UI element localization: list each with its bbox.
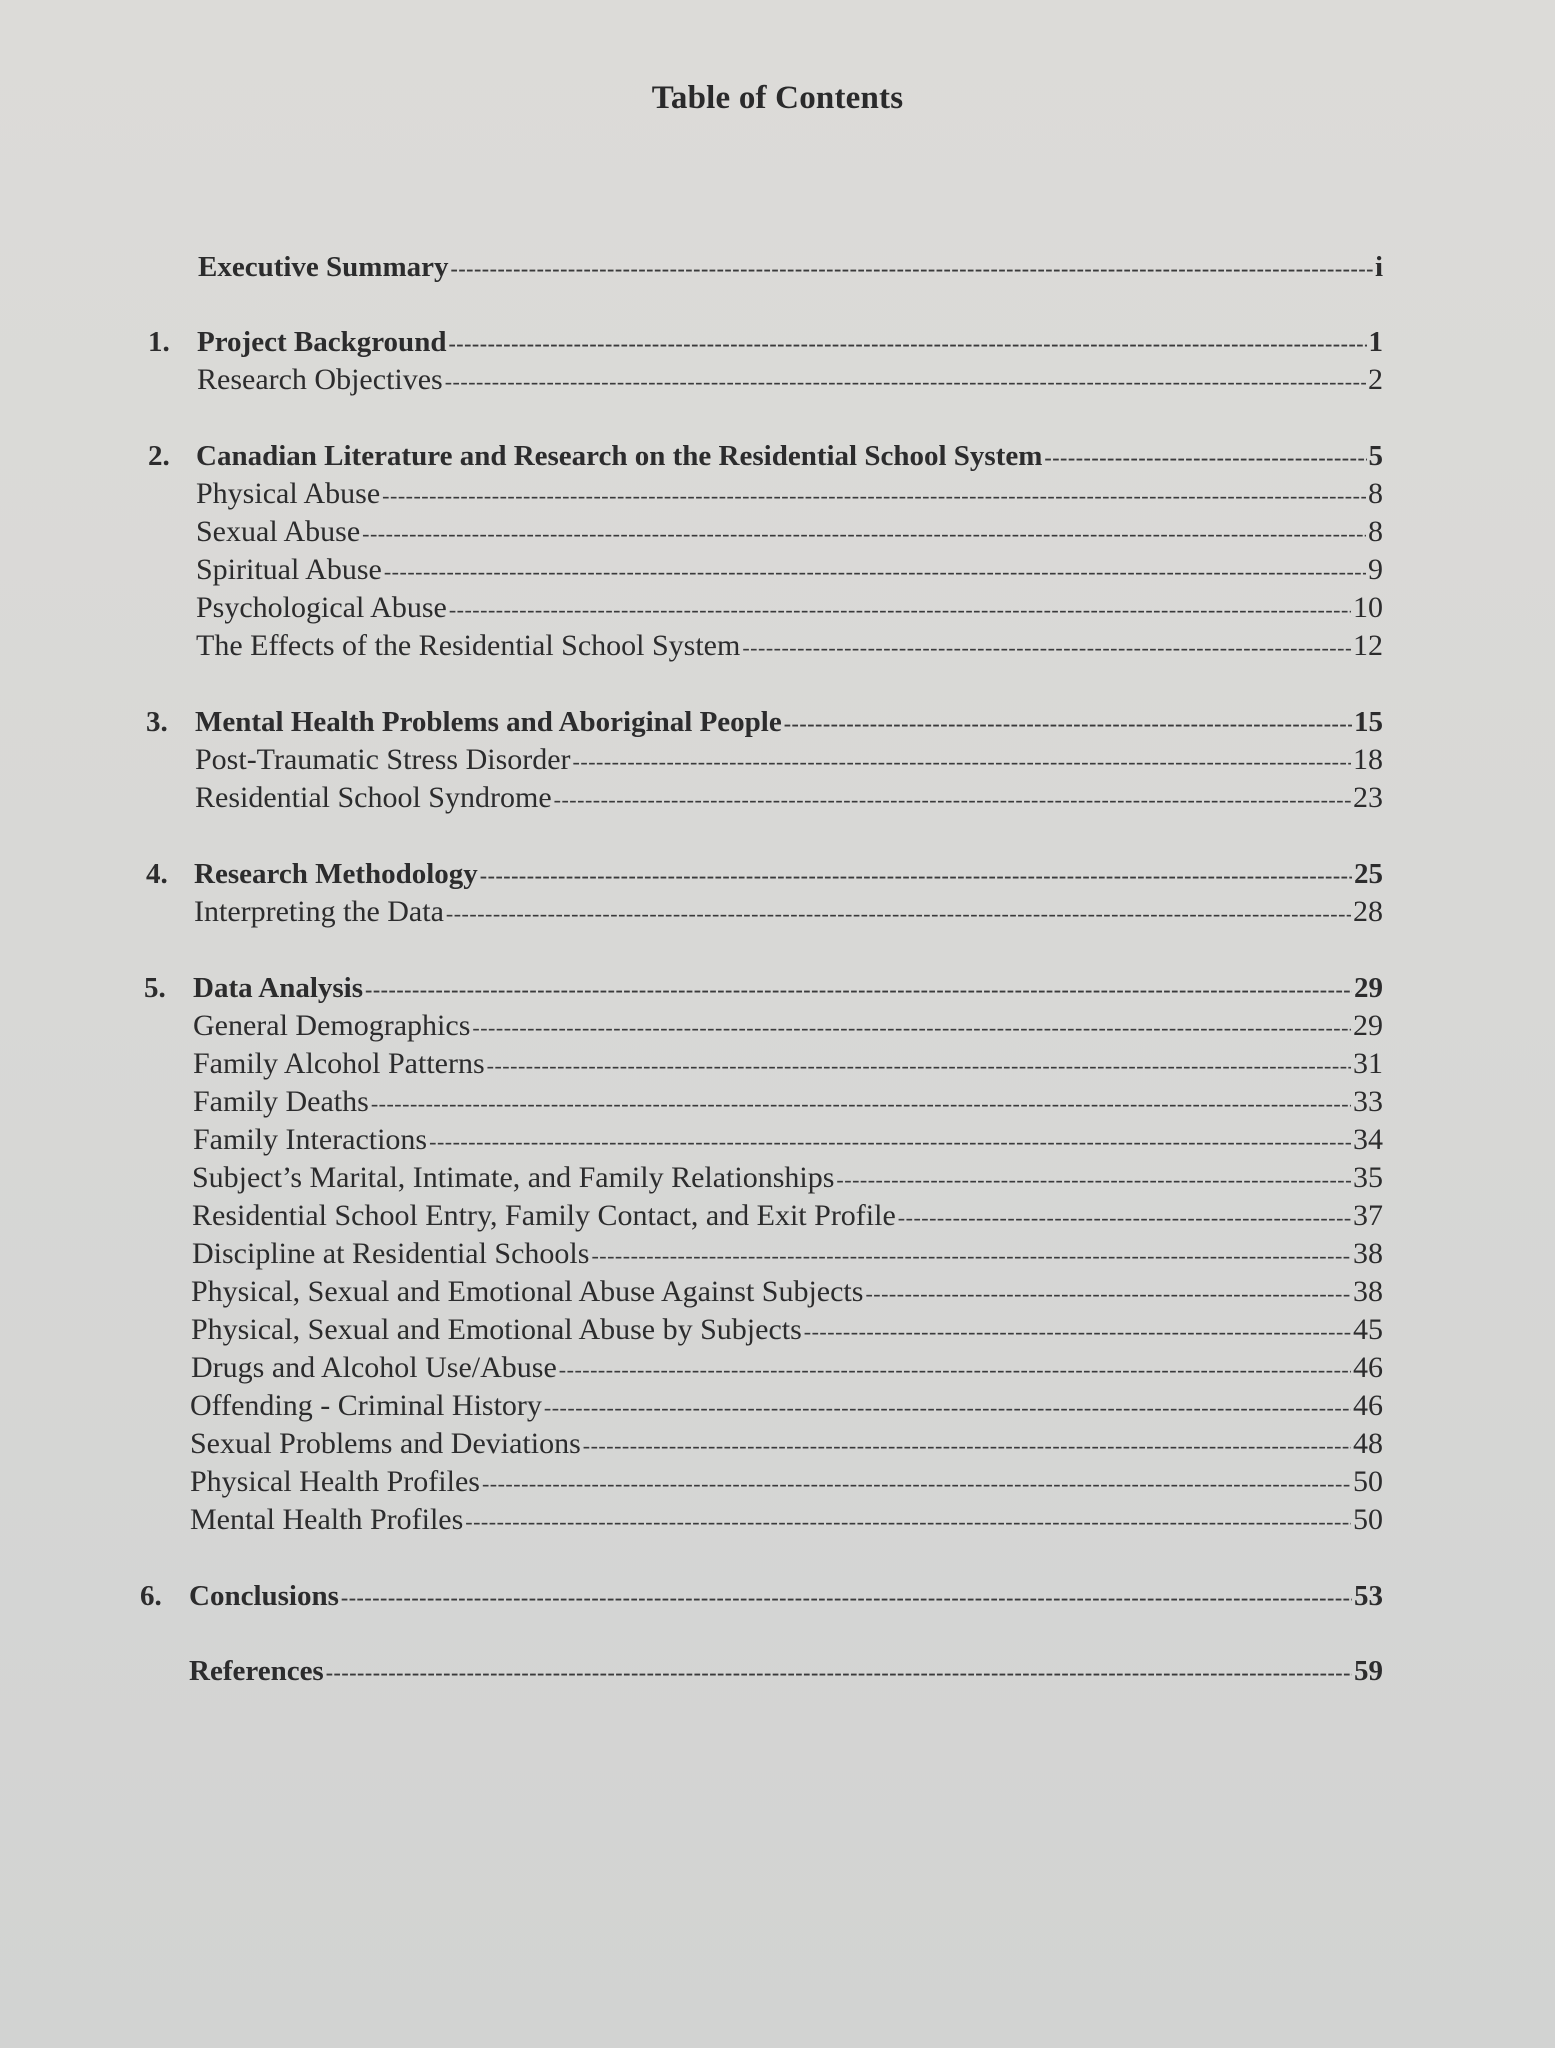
toc-page-number: 29 — [1354, 972, 1383, 1004]
toc-section-entry — [194, 855, 1383, 893]
toc-subsection-entry — [196, 627, 1383, 665]
toc-entry-title: Sexual Problems and Deviations — [190, 1427, 581, 1460]
toc-page-number: 29 — [1353, 1009, 1383, 1042]
dot-leader — [371, 1085, 1351, 1123]
toc-subsection-entry — [193, 1083, 1383, 1121]
dot-leader — [451, 250, 1373, 288]
dot-leader — [449, 591, 1351, 629]
dot-leader — [480, 857, 1352, 895]
dot-leader — [836, 1161, 1351, 1199]
toc-subsection-entry — [196, 513, 1383, 551]
dot-leader — [445, 363, 1366, 401]
toc-entry-title: The Effects of the Residential School System — [196, 629, 741, 662]
toc-entry-title: Family Alcohol Patterns — [193, 1047, 485, 1080]
toc-subsection-entry — [194, 893, 1383, 931]
dot-leader — [591, 1237, 1351, 1275]
toc-entry-title: Physical, Sexual and Emotional Abuse Against Subjects — [191, 1275, 864, 1308]
toc-section-entry — [189, 1577, 1383, 1615]
toc-subsection-entry — [190, 1463, 1383, 1501]
toc-entry-title: General Demographics — [193, 1009, 471, 1042]
toc-subsection-entry — [192, 1159, 1383, 1197]
dot-leader — [1044, 439, 1366, 477]
toc-entry-title: Spiritual Abuse — [196, 553, 382, 586]
toc-page-number: 31 — [1353, 1047, 1383, 1080]
toc-page-number: 53 — [1354, 1580, 1383, 1612]
toc-page-number: 50 — [1353, 1503, 1383, 1536]
toc-entry-number: 6. — [140, 1580, 162, 1612]
toc-entry-number: 1. — [148, 326, 170, 358]
dot-leader — [341, 1579, 1352, 1617]
dot-leader — [804, 1313, 1351, 1351]
toc-entry-title: Residential School Entry, Family Contact, and Exit Profile — [192, 1199, 896, 1232]
dot-leader — [384, 553, 1366, 591]
toc-entry-title: Subject’s Marital, Intimate, and Family Relationships — [192, 1161, 835, 1194]
toc-entry-number: 5. — [144, 972, 166, 1004]
toc-page-number: 59 — [1354, 1655, 1383, 1687]
toc-page-number: 45 — [1353, 1313, 1383, 1346]
toc-entry-title: Family Deaths — [193, 1085, 369, 1118]
toc-page-number: 46 — [1353, 1351, 1383, 1384]
toc-subsection-entry — [191, 1273, 1383, 1311]
toc-entry-title: Psychological Abuse — [196, 591, 447, 624]
toc-page-number: 38 — [1353, 1275, 1383, 1308]
toc-page-number: 48 — [1353, 1427, 1383, 1460]
toc-entry-number: 3. — [146, 706, 168, 738]
toc-page-number: 46 — [1353, 1389, 1383, 1422]
toc-entry-title: Physical Abuse — [196, 477, 381, 510]
toc-page-number: 34 — [1353, 1123, 1383, 1156]
toc-subsection-entry — [190, 1425, 1383, 1463]
dot-leader — [583, 1427, 1351, 1465]
toc-subsection-entry — [196, 475, 1383, 513]
toc-page-number: 5 — [1368, 440, 1383, 472]
dot-leader — [784, 705, 1352, 743]
toc-subsection-entry — [196, 551, 1383, 589]
dot-leader — [365, 971, 1352, 1009]
toc-page-number: i — [1374, 251, 1383, 283]
toc-entry-title: Sexual Abuse — [196, 515, 361, 548]
dot-leader — [865, 1275, 1351, 1313]
toc-page-number: 33 — [1353, 1085, 1383, 1118]
dot-leader — [573, 743, 1351, 781]
toc-page-number: 18 — [1353, 743, 1383, 776]
toc-page-number: 25 — [1354, 858, 1383, 890]
toc-entry-title: Canadian Literature and Research on the Residential School System — [196, 440, 1043, 472]
toc-page-number: 35 — [1353, 1161, 1383, 1194]
toc-entry-title: Physical, Sexual and Emotional Abuse by Subjects — [191, 1313, 802, 1346]
toc-entry-title: Family Interactions — [193, 1123, 428, 1156]
toc-page-number: 2 — [1368, 363, 1383, 396]
toc-page-number: 1 — [1368, 326, 1383, 358]
toc-entry-title: Research Objectives — [197, 363, 443, 396]
toc-entry-title: Project Background — [197, 326, 447, 358]
toc-subsection-entry — [192, 1197, 1383, 1235]
toc-page-number: 12 — [1353, 629, 1383, 662]
toc-section-entry — [189, 1652, 1383, 1690]
toc-entry-number: 2. — [148, 440, 170, 472]
toc-subsection-entry — [196, 589, 1383, 627]
toc-subsection-entry — [191, 1349, 1383, 1387]
dot-leader — [559, 1351, 1351, 1389]
toc-section-entry — [198, 248, 1383, 286]
toc-entry-title: References — [189, 1655, 324, 1687]
toc-page-number: 8 — [1368, 477, 1383, 510]
toc-subsection-entry — [191, 1311, 1383, 1349]
toc-entry-title: Mental Health Profiles — [190, 1503, 464, 1536]
toc-subsection-entry — [190, 1387, 1383, 1425]
toc-section-entry — [197, 323, 1383, 361]
toc-entry-title: Residential School Syndrome — [195, 781, 552, 814]
dot-leader — [472, 1009, 1351, 1047]
dot-leader — [382, 477, 1366, 515]
toc-entry-title: Research Methodology — [194, 858, 478, 890]
dot-leader — [482, 1465, 1351, 1503]
dot-leader — [448, 325, 1366, 363]
toc-entry-title: Drugs and Alcohol Use/Abuse — [191, 1351, 557, 1384]
page-title: Table of Contents — [651, 80, 904, 116]
dot-leader — [487, 1047, 1351, 1085]
toc-subsection-entry — [195, 779, 1383, 817]
toc-entry-title: Post-Traumatic Stress Disorder — [195, 743, 571, 776]
toc-entry-title: Mental Health Problems and Aboriginal People — [195, 706, 782, 738]
toc-subsection-entry — [193, 1045, 1383, 1083]
toc-entry-title: Executive Summary — [198, 251, 449, 283]
dot-leader — [429, 1123, 1351, 1161]
dot-leader — [544, 1389, 1351, 1427]
toc-page-number: 23 — [1353, 781, 1383, 814]
dot-leader — [446, 895, 1351, 933]
dot-leader — [898, 1199, 1351, 1237]
toc-entry-title: Data Analysis — [193, 972, 364, 1004]
toc-entry-title: Physical Health Profiles — [190, 1465, 480, 1498]
toc-section-entry — [193, 969, 1383, 1007]
toc-page-number: 9 — [1368, 553, 1383, 586]
toc-subsection-entry — [193, 1007, 1383, 1045]
toc-subsection-entry — [192, 1235, 1383, 1273]
toc-page-number: 50 — [1353, 1465, 1383, 1498]
toc-subsection-entry — [197, 361, 1383, 399]
toc-page-number: 38 — [1353, 1237, 1383, 1270]
toc-section-entry — [195, 703, 1383, 741]
toc-page-number: 15 — [1354, 706, 1383, 738]
toc-page-number: 37 — [1353, 1199, 1383, 1232]
toc-subsection-entry — [190, 1501, 1383, 1539]
toc-section-entry — [196, 437, 1383, 475]
toc-subsection-entry — [195, 741, 1383, 779]
dot-leader — [362, 515, 1366, 553]
dot-leader — [554, 781, 1351, 819]
toc-entry-title: Discipline at Residential Schools — [192, 1237, 590, 1270]
dot-leader — [326, 1654, 1352, 1692]
dot-leader — [742, 629, 1351, 667]
toc-entry-title: Interpreting the Data — [194, 895, 444, 928]
dot-leader — [465, 1503, 1351, 1541]
toc-entry-title: Conclusions — [189, 1580, 339, 1612]
toc-page-number: 28 — [1353, 895, 1383, 928]
toc-page-number: 8 — [1368, 515, 1383, 548]
toc-entry-number: 4. — [146, 858, 168, 890]
toc-subsection-entry — [193, 1121, 1383, 1159]
toc-entry-title: Offending - Criminal History — [190, 1389, 542, 1422]
toc-page-number: 10 — [1353, 591, 1383, 624]
